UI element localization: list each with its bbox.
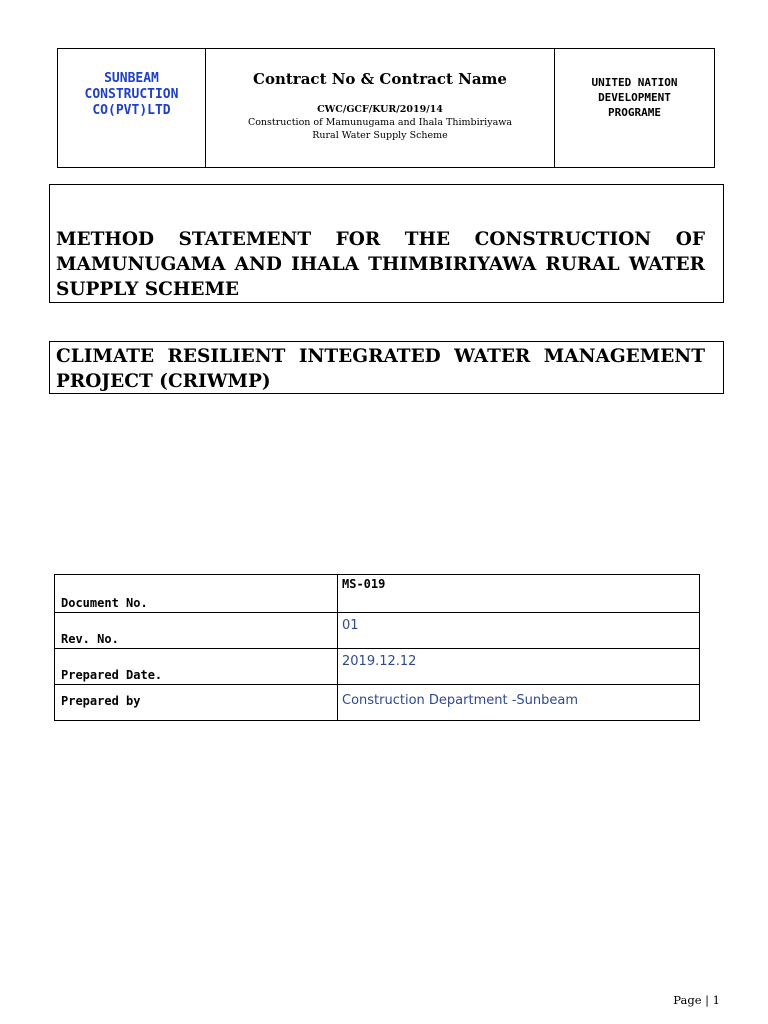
project-title-box — [49, 341, 724, 394]
company-name — [58, 49, 206, 167]
row-value: MS-019 — [338, 575, 700, 613]
row-label: Prepared by — [55, 685, 338, 721]
document-info-table — [54, 574, 700, 721]
contract-name-line: Construction of Mamunugama and Ihala Thimbiriyawa — [247, 117, 513, 128]
document-title: METHOD STATEMENT FOR THE CONSTRUCTION OF MAMUNUGAMA AND IHALA THIMBIRIYAWA RURAL WATER SUPPLY SCHEME — [56, 229, 705, 300]
table-row — [55, 575, 700, 613]
contract-name-line: Rural Water Supply Scheme — [312, 130, 448, 141]
client-line: UNITED NATION — [591, 76, 678, 89]
contract-code: CWC/GCF/KUR/2019/14 — [317, 104, 443, 115]
row-value: Construction Department -Sunbeam — [338, 685, 700, 721]
row-label: Document No. — [55, 575, 338, 613]
row-value: 01 — [338, 613, 700, 649]
client-name — [555, 49, 714, 167]
page-number: Page | 1 — [673, 993, 720, 1007]
header-table — [57, 48, 715, 168]
client-line: DEVELOPMENT — [598, 91, 671, 104]
table-row — [55, 685, 700, 721]
project-title: CLIMATE RESILIENT INTEGRATED WATER MANAGEMENT PROJECT (CRIWMP) — [56, 346, 705, 392]
contract-cell — [206, 49, 555, 167]
company-line: SUNBEAM — [104, 71, 159, 86]
company-line: CONSTRUCTION — [84, 87, 179, 102]
table-row — [55, 613, 700, 649]
client-line: PROGRAME — [608, 106, 661, 119]
document-title-box — [49, 184, 724, 303]
row-label: Rev. No. — [55, 613, 338, 649]
company-line: CO(PVT)LTD — [92, 103, 171, 118]
row-label: Prepared Date. — [55, 649, 338, 685]
row-value: 2019.12.12 — [338, 649, 700, 685]
contract-title: Contract No & Contract Name — [253, 70, 507, 88]
table-row — [55, 649, 700, 685]
